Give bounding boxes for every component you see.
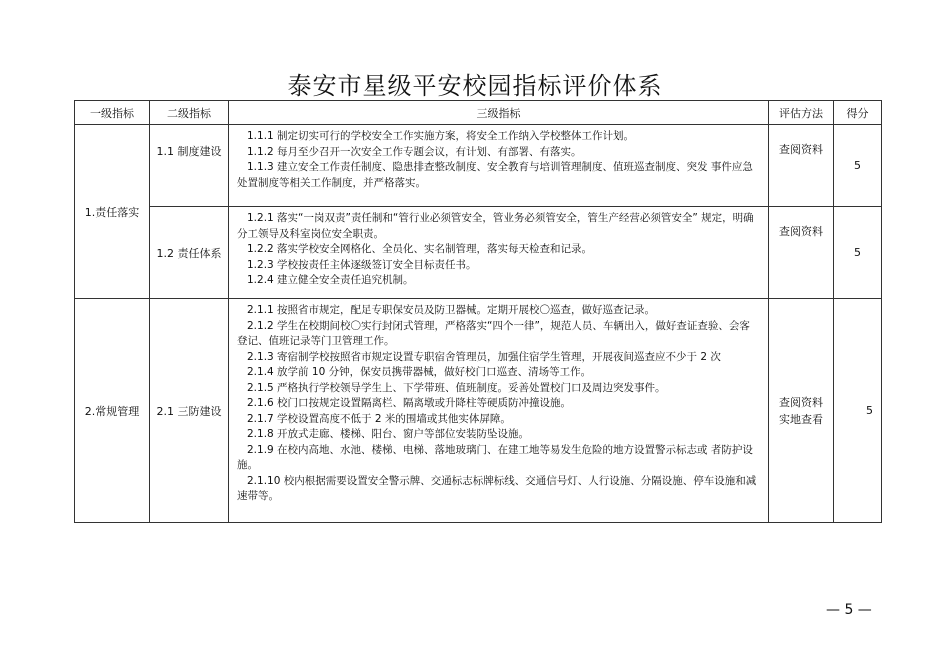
- list-item: 2.1.7 学校设置高度不低于 2 米的围墙或其他实体屏障。: [247, 412, 511, 425]
- header-level2: 二级指标: [150, 101, 229, 125]
- method-cell: 查阅资料: [769, 207, 834, 299]
- level2-cell: 1.2 责任体系: [150, 207, 229, 299]
- level3-items: [229, 207, 769, 299]
- list-item: 2.1.2 学生在校期间校〇实行封闭式管理，严格落实“四个一律”，规范人员、车辆出入，做好查证查验、会客登记、值班记录等门卫管理工作。: [237, 319, 750, 347]
- level1-cell: 2.常规管理: [75, 299, 150, 523]
- level1-cell: 1.责任落实: [75, 125, 150, 299]
- level2-cell: 2.1 三防建设: [150, 299, 229, 523]
- method-cell: [769, 299, 834, 523]
- list-item: 1.1.2 每月至少召开一次安全工作专题会议，有计划、有部署、有落实。: [247, 145, 582, 158]
- table-row: [75, 125, 882, 207]
- list-item: 1.1.3 建立安全工作责任制度、隐患排查整改制度、安全教育与培训管理制度、值班巡查制度、突发 事件应急处置制度等相关工作制度，并严格落实。: [237, 161, 753, 189]
- list-item: 1.2.4 建立健全安全责任追究机制。: [247, 274, 414, 286]
- list-item: 1.2.3 学校按责任主体逐级签订安全目标责任书。: [247, 258, 477, 271]
- method-cell: 查阅资料: [769, 125, 834, 207]
- list-item: 2.1.9 在校内高地、水池、楼梯、电梯、落地玻璃门、在建工地等易发生危险的地方设置警示标志或 者防护设施。: [237, 443, 753, 471]
- evaluation-table: [74, 100, 882, 523]
- list-item: 2.1.8 开放式走廊、楼梯、阳台、窗户等部位安装防坠设施。: [247, 428, 530, 440]
- table-row: [75, 299, 882, 523]
- level3-items: [229, 299, 769, 523]
- header-level3: 三级指标: [229, 101, 769, 125]
- table-header-row: [75, 101, 882, 125]
- score-cell: 5: [834, 299, 882, 523]
- page-title: 泰安市星级平安校园指标评价体系: [287, 72, 663, 100]
- list-item: 2.1.4 放学前 10 分钟，保安员携带器械，做好校门口巡查、清场等工作。: [247, 366, 592, 378]
- list-item: 2.1.10 校内根据需要设置安全警示牌、交通标志标牌标线、交通信号灯、人行设施、分隔设施、停车设施和减速带等。: [237, 474, 757, 502]
- list-item: 2.1.3 寄宿制学校按照省市规定设置专职宿舍管理员，加强住宿学生管理，开展夜间巡查应不少于 2 次: [247, 350, 721, 363]
- list-item: 2.1.1 按照省市规定，配足专职保安员及防卫器械。定期开展校〇巡查，做好巡查记录。: [247, 304, 656, 316]
- level3-items: [229, 125, 769, 207]
- header-score: 得分: [834, 101, 882, 125]
- header-method: 评估方法: [769, 101, 834, 125]
- method-line: 查阅资料: [779, 395, 823, 409]
- list-item: 1.2.2 落实学校安全网格化、全员化、实名制管理，落实每天检查和记录。: [247, 243, 593, 255]
- list-item: 1.2.1 落实“一岗双责”责任制和“管行业必须管安全，管业务必须管安全，管生产经营必须管安全” 规定，明确分工领导及科室岗位安全职责。: [237, 212, 754, 240]
- list-item: 2.1.5 严格执行学校领导学生上、下学带班、值班制度。妥善处置校门口及周边突发事件。: [247, 381, 666, 394]
- list-item: 1.1.1 制定切实可行的学校安全工作实施方案，将安全工作纳入学校整体工作计划。: [247, 130, 635, 142]
- list-item: 2.1.6 校门口按规定设置隔离栏、隔离墩或升降柱等硬质防冲撞设施。: [247, 397, 572, 409]
- header-level1: 一级指标: [75, 101, 150, 125]
- level2-cell: 1.1 制度建设: [150, 125, 229, 207]
- page-number: — 5 —: [826, 602, 872, 618]
- table-row: [75, 207, 882, 299]
- score-cell: 5: [834, 125, 882, 207]
- score-cell: 5: [834, 207, 882, 299]
- method-line: 实地查看: [779, 412, 823, 426]
